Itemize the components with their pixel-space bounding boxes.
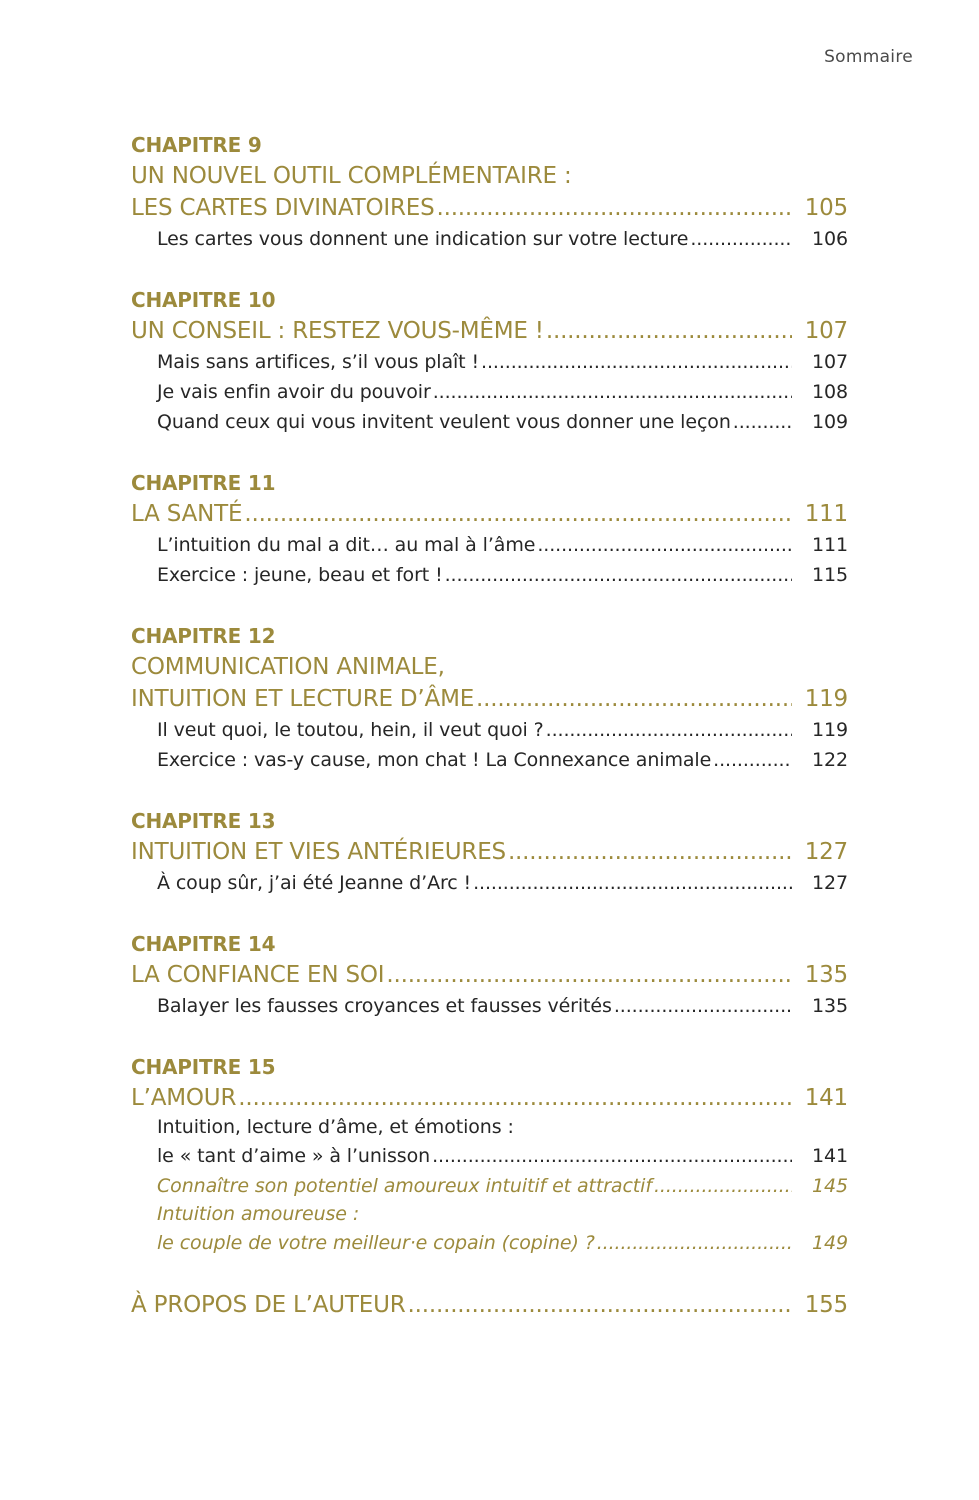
page-number: 105 xyxy=(804,195,848,221)
chapter-title: LA SANTÉ xyxy=(131,501,243,527)
dot-leader xyxy=(386,959,792,991)
page-number: 135 xyxy=(812,995,848,1017)
dot-leader xyxy=(508,836,792,868)
chapter-title-entry[interactable] xyxy=(131,498,848,530)
subsection-title: À coup sûr, j’ai été Jeanne d’Arc ! xyxy=(157,872,472,894)
toc-entry-about-author[interactable] xyxy=(131,1289,848,1321)
chapter-title: INTUITION ET LECTURE D’ÂME xyxy=(131,686,475,712)
dot-leader xyxy=(408,1289,792,1321)
chapter-section xyxy=(131,621,848,775)
chapter-label: CHAPITRE 9 xyxy=(131,133,262,157)
dot-leader xyxy=(473,868,792,898)
page-number: 108 xyxy=(812,381,848,403)
chapter-title: L’AMOUR xyxy=(131,1085,237,1111)
page-number: 135 xyxy=(804,962,848,988)
subsection-entry[interactable] xyxy=(131,991,848,1021)
page-number: 109 xyxy=(812,411,848,433)
page-number: 107 xyxy=(804,318,848,344)
subsection-entry[interactable] xyxy=(131,745,848,775)
page-number: 115 xyxy=(812,564,848,586)
dot-leader xyxy=(614,991,792,1021)
dot-leader xyxy=(733,407,792,437)
chapter-list xyxy=(131,130,848,1258)
chapter-title-entry[interactable] xyxy=(131,1082,848,1114)
page-number: 149 xyxy=(812,1232,848,1254)
page-number: 119 xyxy=(812,719,848,741)
page-number: 106 xyxy=(812,228,848,250)
chapter-section xyxy=(131,130,848,254)
chapter-label: CHAPITRE 11 xyxy=(131,471,276,495)
dot-leader xyxy=(445,560,792,590)
dot-leader xyxy=(432,1141,792,1171)
subsection-title: Les cartes vous donnent une indication sur votre lecture xyxy=(157,228,689,250)
subsection-title: Exercice : vas-y cause, mon chat ! La Connexance animale xyxy=(157,749,712,771)
subsection-title: L’intuition du mal a dit… au mal à l’âme xyxy=(157,534,536,556)
subsection-title: Exercice : jeune, beau et fort ! xyxy=(157,564,443,586)
page-number: 141 xyxy=(812,1145,848,1167)
page-number: 127 xyxy=(812,872,848,894)
subsection-title: Il veut quoi, le toutou, hein, il veut quoi ? xyxy=(157,719,544,741)
subsection-entry[interactable] xyxy=(131,407,848,437)
chapter-label: CHAPITRE 14 xyxy=(131,932,276,956)
page-number: 127 xyxy=(804,839,848,865)
subsection-entry[interactable] xyxy=(131,1171,848,1201)
dot-leader xyxy=(481,347,792,377)
chapter-section xyxy=(131,1052,848,1258)
chapter-section xyxy=(131,806,848,898)
dot-leader xyxy=(546,315,792,347)
dot-leader xyxy=(433,377,792,407)
chapter-title-line: UN NOUVEL OUTIL COMPLÉMENTAIRE : xyxy=(131,163,572,189)
subsection-title: le couple de votre meilleur·e copain (copine) ? xyxy=(157,1232,595,1254)
subsection-title: Quand ceux qui vous invitent veulent vous donner une leçon xyxy=(157,411,731,433)
dot-leader xyxy=(546,715,792,745)
page-number: 122 xyxy=(812,749,848,771)
subsection-title-line: Intuition, lecture d’âme, et émotions : xyxy=(157,1116,514,1138)
chapter-title: LA CONFIANCE EN SOI xyxy=(131,962,385,988)
chapter-title: LES CARTES DIVINATOIRES xyxy=(131,195,435,221)
subsection-entry[interactable] xyxy=(131,868,848,898)
subsection-entry[interactable] xyxy=(131,1228,848,1258)
dot-leader xyxy=(654,1171,792,1201)
dot-leader xyxy=(537,530,792,560)
dot-leader xyxy=(436,192,792,224)
page-number: 107 xyxy=(812,351,848,373)
subsection-title: Je vais enfin avoir du pouvoir xyxy=(157,381,431,403)
chapter-title: UN CONSEIL : RESTEZ VOUS-MÊME ! xyxy=(131,318,544,344)
chapter-title: INTUITION ET VIES ANTÉRIEURES xyxy=(131,839,506,865)
chapter-title-line: COMMUNICATION ANIMALE, xyxy=(131,654,445,680)
subsection-entry[interactable] xyxy=(131,347,848,377)
subsection-title-line: Intuition amoureuse : xyxy=(157,1203,360,1225)
subsection-title: le « tant d’aime » à l’unisson xyxy=(157,1145,431,1167)
chapter-label: CHAPITRE 15 xyxy=(131,1055,276,1079)
page-number: 145 xyxy=(812,1175,848,1197)
chapter-section xyxy=(131,929,848,1021)
dot-leader xyxy=(597,1228,792,1258)
chapter-label: CHAPITRE 13 xyxy=(131,809,276,833)
dot-leader xyxy=(690,224,792,254)
page-number: 111 xyxy=(804,501,848,527)
chapter-title-entry[interactable] xyxy=(131,683,848,715)
entry-title: À PROPOS DE L’AUTEUR xyxy=(131,1292,406,1318)
table-of-contents xyxy=(131,130,848,1321)
subsection-title: Mais sans artifices, s’il vous plaît ! xyxy=(157,351,479,373)
subsection-entry[interactable] xyxy=(131,560,848,590)
subsection-entry[interactable] xyxy=(131,224,848,254)
page-number: 141 xyxy=(804,1085,848,1111)
dot-leader xyxy=(713,745,792,775)
subsection-title: Balayer les fausses croyances et fausses vérités xyxy=(157,995,612,1017)
running-head: Sommaire xyxy=(824,47,913,67)
chapter-section xyxy=(131,468,848,590)
chapter-title-entry[interactable] xyxy=(131,192,848,224)
dot-leader xyxy=(244,498,792,530)
chapter-title-entry[interactable] xyxy=(131,315,848,347)
page-number: 119 xyxy=(804,686,848,712)
subsection-entry[interactable] xyxy=(131,530,848,560)
dot-leader xyxy=(238,1082,792,1114)
chapter-label: CHAPITRE 10 xyxy=(131,288,276,312)
page-number: 155 xyxy=(804,1292,848,1318)
subsection-entry[interactable] xyxy=(131,377,848,407)
subsection-title: Connaître son potentiel amoureux intuitif et attractif xyxy=(157,1175,652,1197)
chapter-title-entry[interactable] xyxy=(131,836,848,868)
chapter-title-entry[interactable] xyxy=(131,959,848,991)
chapter-section xyxy=(131,285,848,437)
subsection-entry[interactable] xyxy=(131,1141,848,1171)
subsection-entry[interactable] xyxy=(131,715,848,745)
chapter-label: CHAPITRE 12 xyxy=(131,624,276,648)
page-number: 111 xyxy=(812,534,848,556)
dot-leader xyxy=(476,683,792,715)
